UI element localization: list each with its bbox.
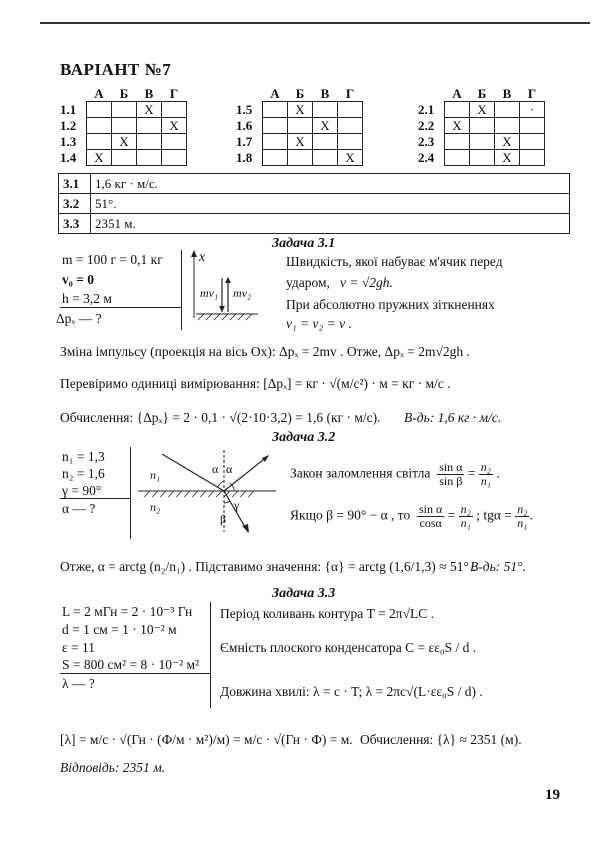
- result-value: 2351 м.: [91, 214, 570, 234]
- mark-cell: [112, 102, 137, 118]
- mark-cell: [495, 102, 520, 118]
- table-row: [418, 118, 545, 134]
- table-row: [60, 118, 187, 134]
- mark-cell: [263, 150, 288, 166]
- mark-cell: [520, 150, 545, 166]
- row-label: 1.8: [236, 150, 253, 165]
- given-v0: v₀ = 0: [62, 272, 94, 287]
- row-label: 2.4: [418, 150, 435, 165]
- col-v: В: [144, 86, 154, 101]
- period-formula: Період коливань контура T = 2π√LC .: [220, 606, 434, 621]
- tg-rhs: $\frac{\text{n₂}}{\text{n₁}}$: [517, 502, 528, 530]
- if-text: Якщо β = 90° − α , то: [290, 507, 411, 523]
- mark-cell: X: [288, 134, 313, 150]
- given-height: h = 3,2 м: [62, 291, 112, 306]
- alpha-arc: [218, 481, 224, 487]
- given-gamma: γ = 90°: [62, 483, 102, 498]
- mark-cell: X: [338, 150, 363, 166]
- answer-table-3: [418, 86, 545, 166]
- col-v: В: [502, 86, 512, 101]
- mark-cell: X: [112, 134, 137, 150]
- task31-text2: ударом,: [286, 275, 330, 290]
- table-row: [60, 102, 187, 118]
- reflected-arrow: [262, 455, 269, 462]
- mark-cell: [112, 150, 137, 166]
- given-n1: n₁ = 1,3: [62, 449, 105, 464]
- mark-cell: X: [162, 118, 187, 134]
- table-row: [59, 214, 570, 234]
- mark-cell: [470, 134, 495, 150]
- result-label: 3.1: [59, 174, 91, 194]
- answer-table-1: [60, 86, 187, 166]
- mark-cell: [520, 118, 545, 134]
- mark-cell: [445, 134, 470, 150]
- find-alpha: α — ?: [62, 501, 96, 516]
- formula-v: v = √2gh.: [340, 275, 393, 290]
- mark-cell: [470, 118, 495, 134]
- table-row: [418, 134, 545, 150]
- task31-line2: Перевіримо одиниці вимірювання: [Δpₓ] = кг · √(м/с²) · м = кг · м/с .: [60, 376, 451, 391]
- mark-cell: [313, 134, 338, 150]
- mark-cell: [445, 150, 470, 166]
- col-b: Б: [477, 86, 487, 101]
- given-L: L = 2 мГн = 2 · 10⁻³ Гн: [62, 604, 193, 619]
- mark-cell: X: [313, 118, 338, 134]
- mark-cell: [87, 118, 112, 134]
- mark-cell: X: [137, 102, 162, 118]
- floor-hatch: [198, 314, 252, 320]
- col-g: Г: [527, 86, 537, 101]
- task31-line3: Обчислення: {Δpₓ} = 2 · 0,1 · √(2·10·3,2) = 1,6 (кг · м/с).: [60, 410, 381, 425]
- given-border: [210, 602, 211, 708]
- law-lhs: $\frac{\text{sin α}}{\text{sin β}}$: [439, 460, 463, 488]
- mark-cell: [137, 134, 162, 150]
- result-value: 1,6 кг · м/с.: [91, 174, 570, 194]
- row-label: 2.2: [418, 118, 435, 133]
- task32-line1: Отже, α = arctg (n₂/n₁) . Підставимо значення: {α} = arctg (1,6/1,3) ≈ 51° .: [60, 559, 476, 574]
- task31-title: Задача 3.1: [272, 236, 336, 251]
- task33-answer: Відповідь: 2351 м.: [60, 760, 166, 775]
- if-rhs: $\frac{\text{n₂}}{\text{n₁}}$: [460, 502, 471, 530]
- units-check: [λ] = м/с · √(Гн · (Ф/м · м²)/м) = м/с · √(Гн · Ф) = м.: [60, 732, 353, 747]
- n2-label: n₂: [150, 500, 161, 514]
- col-a: А: [452, 86, 462, 101]
- mark-cell: [338, 102, 363, 118]
- given-d: d = 1 см = 1 · 10⁻² м: [62, 622, 177, 637]
- table-row: [418, 102, 545, 118]
- capacity-formula: Ємність плоского конденсатора C = εε₀S / d .: [220, 640, 477, 655]
- refraction-law: Закон заломлення світла $\frac{\text{sin α}}{\text{sin β}}$ = $\frac{\text{n₂}}{\text{n₁}}$ .: [290, 460, 500, 488]
- result-label: 3.2: [59, 194, 91, 214]
- task31-text3: При абсолютно пружних зіткненнях: [286, 297, 495, 312]
- given-n2: n₂ = 1,6: [62, 466, 105, 481]
- table-row: [59, 194, 570, 214]
- mark-cell: [263, 102, 288, 118]
- mv1-arrow-head: [219, 306, 225, 312]
- col-a: А: [270, 86, 280, 101]
- n1-label: n₁: [150, 468, 161, 482]
- mark-cell: [112, 118, 137, 134]
- mark-cell: [470, 150, 495, 166]
- table-row: [236, 150, 363, 166]
- mark-cell: X: [445, 118, 470, 134]
- given-border: [130, 447, 131, 539]
- mark-cell: X: [470, 102, 495, 118]
- mark-cell: [313, 150, 338, 166]
- beta-label: β: [220, 512, 227, 526]
- mark-cell: [313, 102, 338, 118]
- refraction-diagram: [138, 446, 278, 536]
- col-b: Б: [119, 86, 129, 101]
- mark-cell: X: [87, 150, 112, 166]
- col-b: Б: [295, 86, 305, 101]
- mark-cell: [162, 134, 187, 150]
- row-label: 1.5: [236, 102, 253, 117]
- mv1-label: mv₁: [200, 286, 219, 300]
- x-axis-arrow: [191, 250, 197, 257]
- given-divider: [60, 673, 210, 674]
- top-rule: [40, 22, 590, 24]
- given-eps: ε = 11: [62, 640, 96, 655]
- mark-cell: [263, 118, 288, 134]
- mark-cell: [137, 118, 162, 134]
- mark-cell: [137, 150, 162, 166]
- task33-title: Задача 3.3: [272, 586, 336, 601]
- task33-calc: Обчислення: {λ} ≈ 2351 (м).: [360, 732, 522, 747]
- row-label: 2.1: [418, 102, 435, 117]
- table-row: [418, 150, 545, 166]
- mark-cell: [288, 150, 313, 166]
- mark-cell: [87, 134, 112, 150]
- mark-cell: ·: [520, 102, 545, 118]
- mark-cell: [338, 134, 363, 150]
- task32-answer: В-дь: 51°.: [470, 559, 526, 574]
- beta-arc: [224, 501, 230, 503]
- mark-cell: [520, 134, 545, 150]
- refracted-arrow: [242, 524, 249, 533]
- mark-cell: [162, 102, 187, 118]
- table-row: [60, 150, 187, 166]
- table-row: [59, 174, 570, 194]
- if-lhs: $\frac{\text{sin α}}{\cos\alpha}$: [419, 502, 443, 530]
- impulse-diagram: [186, 248, 266, 326]
- col-a: А: [94, 86, 104, 101]
- if-beta-formula: Якщо β = 90° − α , то $\frac{\text{sin α}}{\cos\alpha}$ = $\frac{\text{n₂}}{\text{n₁}}$ ; tgα = $\frac{\text{n₂}}{\text{n₁}}$ .: [290, 502, 533, 530]
- col-g: Г: [345, 86, 355, 101]
- row-label: 1.3: [60, 134, 77, 149]
- col-v: В: [320, 86, 330, 101]
- mv2-arrow-head: [225, 277, 231, 283]
- variant-title: ВАРІАНТ №7: [60, 60, 172, 79]
- task32-title: Задача 3.2: [272, 430, 336, 445]
- law-text: Закон заломлення світла: [290, 465, 431, 481]
- mark-cell: [288, 118, 313, 134]
- formula-v-equal: v₁ = v₂ = v .: [286, 316, 352, 331]
- given-divider: [60, 498, 130, 499]
- table-row: [60, 134, 187, 150]
- task31-line1: Зміна імпульсу (проекція на вісь Ox): Δpₓ = 2mv . Отже, Δpₓ = 2m√2gh .: [60, 344, 470, 359]
- mark-cell: X: [495, 134, 520, 150]
- page-number: 19: [545, 787, 560, 803]
- table-row: [236, 134, 363, 150]
- law-rhs: $\frac{\text{n₂}}{\text{n₁}}$: [480, 460, 491, 488]
- given-mass: m = 100 г = 0,1 кг: [62, 252, 163, 267]
- row-label: 1.7: [236, 134, 253, 149]
- result-value: 51°.: [91, 194, 570, 214]
- row-label: 1.4: [60, 150, 77, 165]
- mark-cell: X: [288, 102, 313, 118]
- row-label: 1.6: [236, 118, 253, 133]
- col-g: Г: [169, 86, 179, 101]
- given-border: [181, 250, 182, 330]
- row-label: 1.2: [60, 118, 77, 133]
- result-label: 3.3: [59, 214, 91, 234]
- mark-cell: [495, 118, 520, 134]
- axis-x-label: x: [199, 249, 205, 264]
- wavelength-formula: Довжина хвилі: λ = c · T; λ = 2πc√(L·εε₀S / d) .: [220, 684, 483, 699]
- mv2-label: mv₂: [233, 286, 252, 300]
- table-row: [236, 118, 363, 134]
- mark-cell: [445, 102, 470, 118]
- mark-cell: [263, 134, 288, 150]
- results-table: [58, 173, 570, 234]
- row-label: 2.3: [418, 134, 435, 149]
- mark-cell: X: [495, 150, 520, 166]
- gamma-label: γ: [234, 498, 240, 512]
- alpha-label: α: [212, 462, 219, 476]
- mark-cell: [338, 118, 363, 134]
- given-S: S = 800 см² = 8 · 10⁻² м²: [62, 657, 200, 672]
- task31-answer: В-дь: 1,6 кг · м/с.: [404, 410, 502, 425]
- interface-hatch: [144, 491, 254, 497]
- alpha-reflect-label: α: [226, 462, 233, 476]
- mark-cell: [162, 150, 187, 166]
- find-dpx: Δpₓ — ?: [56, 311, 102, 326]
- task31-text1: Швидкість, якої набуває м'ячик перед: [286, 254, 503, 269]
- mark-cell: [87, 102, 112, 118]
- table-row: [236, 102, 363, 118]
- row-label: 1.1: [60, 102, 77, 117]
- tg-text: ; tgα =: [476, 507, 512, 523]
- answer-table-2: [236, 86, 363, 166]
- given-divider: [60, 307, 182, 308]
- find-lambda: λ — ?: [62, 676, 95, 691]
